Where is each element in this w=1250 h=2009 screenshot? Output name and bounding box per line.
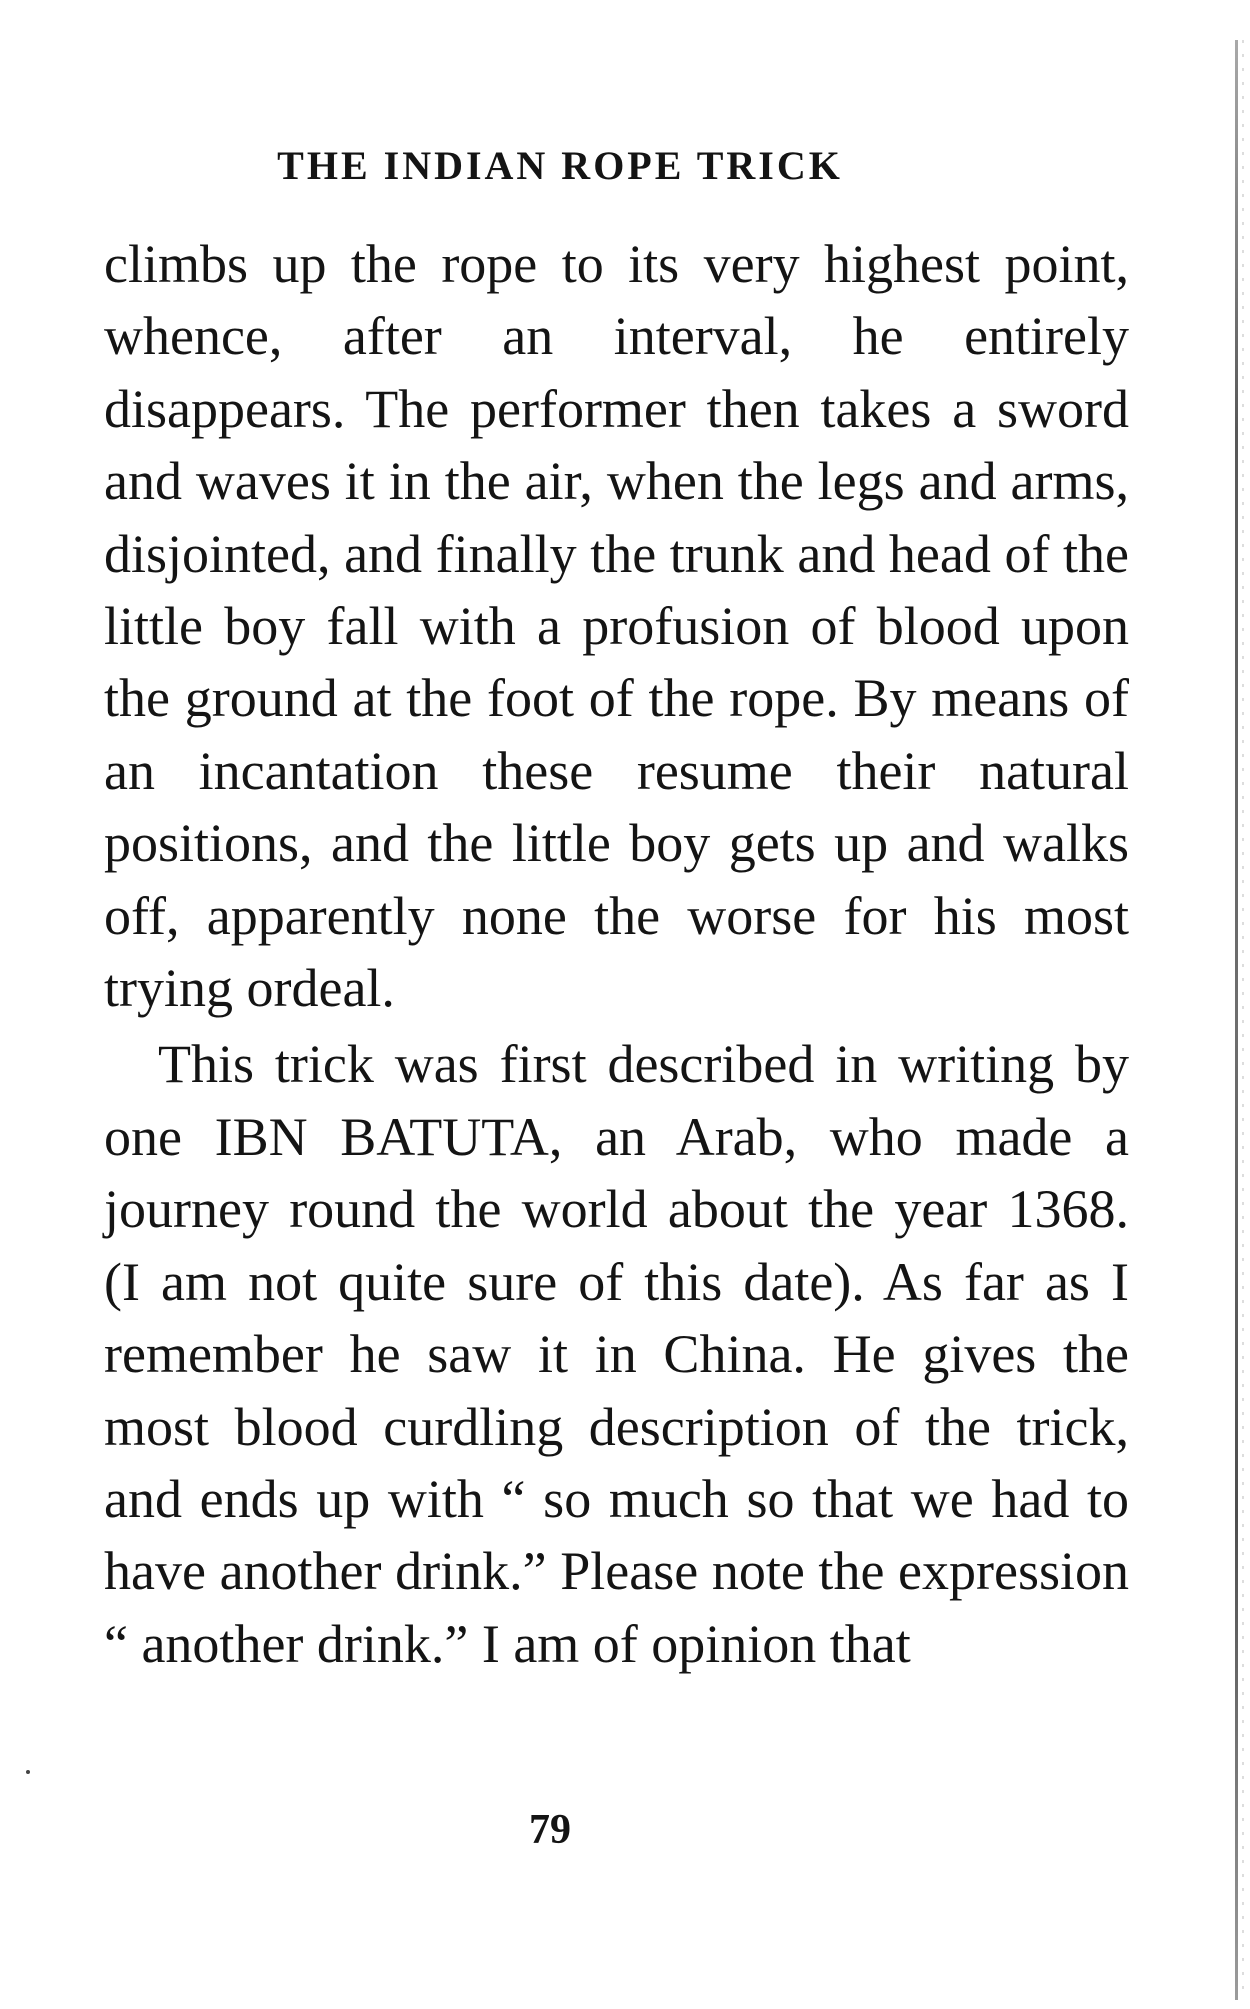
paragraph-1: climbs up the rope to its very highest point, whence, after an interval, he entirely disappears. The performer then takes a sword and waves it in the air, when the legs and arms, disjointed, and finally the trunk and head of the little boy fall with a profusion of blood upon the ground at the foot of the rope. By means of an incantation these resume their natural positions, and the little boy gets up and walks off, apparently none the worse for his most trying ordeal.: [104, 234, 1129, 1019]
stray-ink-mark: [26, 1770, 30, 1774]
paragraph-2: This trick was first described in writing by one IBN BATUTA, an Arab, who made a journey round the world about the year 1368. (I am not quite sure of this date). As far as I remember he saw it in China. He gives the most blood curdling description of the trick, and ends up with “ so much so that we had to have another drink.” Please note the expression “ another drink.” I am of opinion that: [104, 1034, 1129, 1674]
running-head-text: THE INDIAN ROPE TRICK: [277, 143, 843, 188]
page-number: [0, 1806, 1250, 1854]
body-text: [104, 228, 1129, 1680]
page-number-text: 79: [529, 1807, 571, 1853]
page-edge-speckle: [1242, 40, 1244, 2000]
running-head: [0, 142, 1250, 189]
page-edge-shadow: [1235, 40, 1238, 2000]
